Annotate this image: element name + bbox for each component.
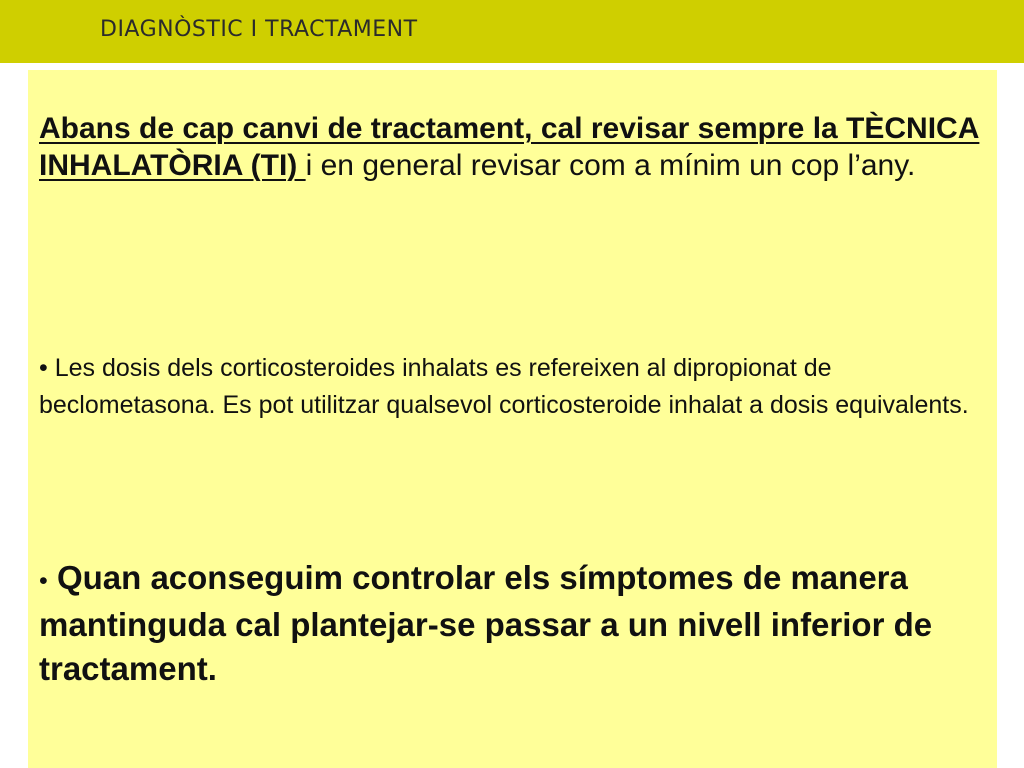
header-bar: [0, 0, 1024, 63]
content-box: [28, 70, 997, 768]
technique-review-text: i en general revisar com a mínim un cop l’any.: [305, 149, 916, 182]
paragraph-corticosteroid-doses: • Les dosis dels corticosteroides inhalats es refereixen al dipropionat de beclometasona. Es pot utilitzar qualsevol corticosteroide inhalat a dosis equivalents.: [39, 354, 969, 419]
slide-title: DIAGNÒSTIC I TRACTAMENT: [100, 17, 418, 42]
step-down-text: Quan aconseguim controlar els símptomes de manera mantinguda cal plantejar-se passar a un nivell inferior de tractament.: [39, 559, 933, 687]
bullet: •: [39, 567, 48, 595]
paragraph-step-down: [39, 556, 984, 691]
technique-review-emphasis: Abans de cap canvi de tractament, cal revisar sempre la TÈCNICA INHALATÒRIA (TI): [39, 112, 980, 182]
paragraph-technique-review: [39, 110, 994, 184]
